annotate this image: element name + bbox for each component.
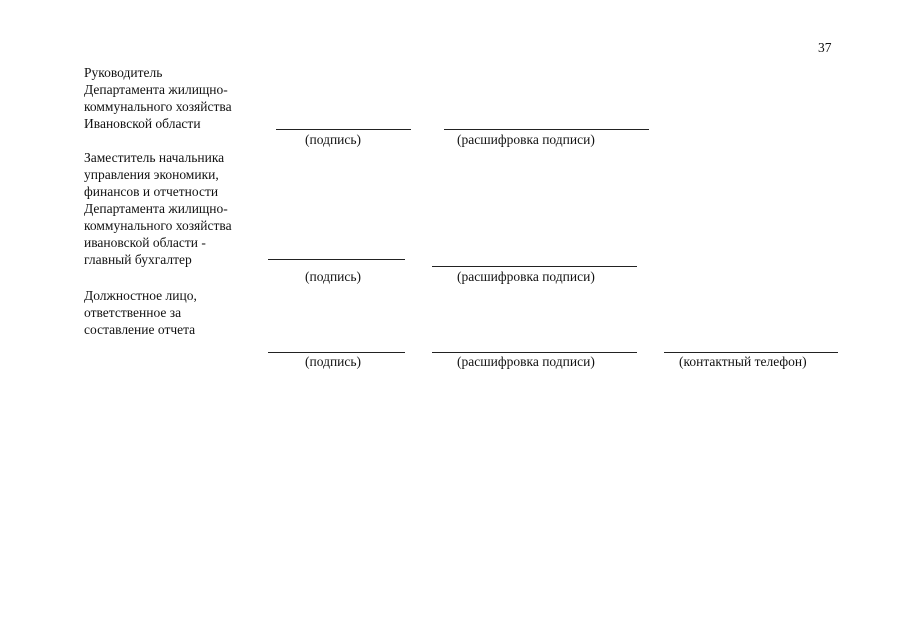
signature-label: (подпись) xyxy=(305,269,362,284)
page-number: 37 xyxy=(818,40,832,55)
decoding-line xyxy=(432,352,637,353)
title-line: коммунального хозяйства xyxy=(84,99,232,114)
title-line: коммунального хозяйства xyxy=(84,218,232,233)
decoding-line xyxy=(432,266,637,267)
signature-label: (подпись) xyxy=(305,354,362,369)
title-line: ответственное за xyxy=(84,305,182,320)
title-line: Руководитель xyxy=(84,65,163,80)
title-line: Ивановской области xyxy=(84,116,201,131)
phone-label: (контактный телефон) xyxy=(679,354,807,369)
signature-line xyxy=(268,352,405,353)
title-line: Должностное лицо, xyxy=(84,288,197,303)
title-line: управления экономики, xyxy=(84,167,219,182)
signatory-title-head xyxy=(84,64,232,132)
decoding-label: (расшифровка подписи) xyxy=(457,132,595,147)
title-line: Департамента жилищно- xyxy=(84,201,228,216)
decoding-label: (расшифровка подписи) xyxy=(457,269,595,284)
title-line: Заместитель начальника xyxy=(84,150,225,165)
title-line: Департамента жилищно- xyxy=(84,82,228,97)
title-line: финансов и отчетности xyxy=(84,184,219,199)
title-line: ивановской области - xyxy=(84,235,206,250)
signature-line xyxy=(276,129,411,130)
signatory-title-accountant xyxy=(84,149,232,268)
title-line: составление отчета xyxy=(84,322,196,337)
signature-line xyxy=(268,259,405,260)
signatory-title-responsible xyxy=(84,287,197,338)
signature-label: (подпись) xyxy=(305,132,362,147)
phone-line xyxy=(664,352,838,353)
decoding-line xyxy=(444,129,649,130)
title-line: главный бухгалтер xyxy=(84,252,192,267)
decoding-label: (расшифровка подписи) xyxy=(457,354,595,369)
